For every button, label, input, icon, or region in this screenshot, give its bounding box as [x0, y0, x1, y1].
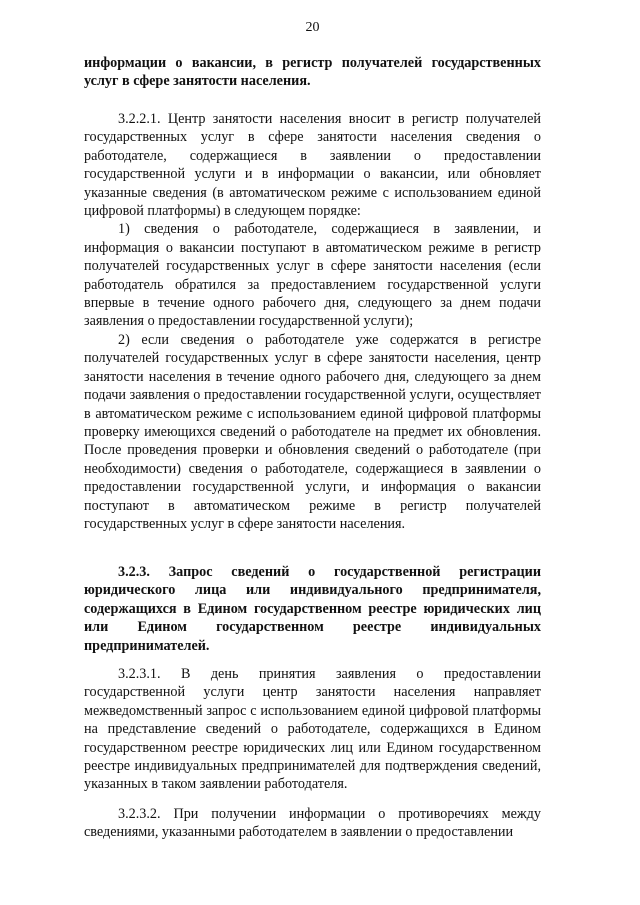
heading-text: информации о вакансии, в регистр получателей государственных услуг в сфере занятости населения. [84, 55, 541, 90]
page-number: 20 [305, 20, 320, 35]
list-item-1: 1) сведения о работодателе, содержащиеся в заявлении, и информация о вакансии поступают в автоматическом режиме в регистр получателей государственных услуг в сфере занятости населения (если работодатель обратился за предоставлением государственной услуги впервые в течение одного рабочего дня, следующего за днем подачи заявления о предоставлении государственной услуги); [84, 221, 541, 330]
section-heading-continuation [84, 54, 541, 91]
paragraph-3-2-2-1: 3.2.2.1. Центр занятости населения вносит в регистр получателей государственных услуг в сфере занятости населения сведения о работодателе, содержащиеся в заявлении о предоставлении государственной услуги и в информации о вакансии, или обновляет указанные сведения (в автоматическом режиме с использованием единой цифровой платформы) в следующем порядке: [84, 111, 541, 220]
paragraph-3-2-3-1: 3.2.3.1. В день принятия заявления о предоставлении государственной услуги центр занятости населения направляет межведомственный запрос с использованием единой цифровой платформы на представление сведений о работодателе, содержащихся в Едином государственном реестре юридических лиц или Едином государственном реестре индивидуальных предпринимателей для подтверждения сведений, указанных в таком заявлении работодателя. [84, 666, 541, 793]
section-3-2-3-1 [84, 665, 541, 794]
list-item-2: 2) если сведения о работодателе уже содержатся в регистре получателей государственных услуг в сфере занятости населения, центр занятости населения в течение одного рабочего дня, следующего за днем подачи заявления о предоставлении государственной услуги, осуществляет в автоматическом режиме с использованием единой цифровой платформы проверку имеющихся сведений о работодателе на предмет их обновления. После проведения проверки и обновления сведений о работодателе (при необходимости) сведения о работодателе, содержащиеся в заявлении о предоставлении государственной услуги, и информация о вакансии поступают в автоматическом режиме в регистр получателей государственных услуг в сфере занятости населения. [84, 331, 541, 532]
section-3-2-2-1 [84, 110, 541, 533]
section-3-2-3-2 [84, 805, 541, 842]
section-3-2-3-heading [84, 563, 541, 655]
paragraph-3-2-3-2: 3.2.3.2. При получении информации о противоречиях между сведениями, указанными работодателем в заявлении о предоставлении [84, 806, 541, 841]
heading-3-2-3: 3.2.3. Запрос сведений о государственной регистрации юридического лица или индивидуального предпринимателя, содержащихся в Едином государственном реестре юридических лиц или Едином государственном реестре индивидуальных предпринимателей. [84, 564, 541, 654]
